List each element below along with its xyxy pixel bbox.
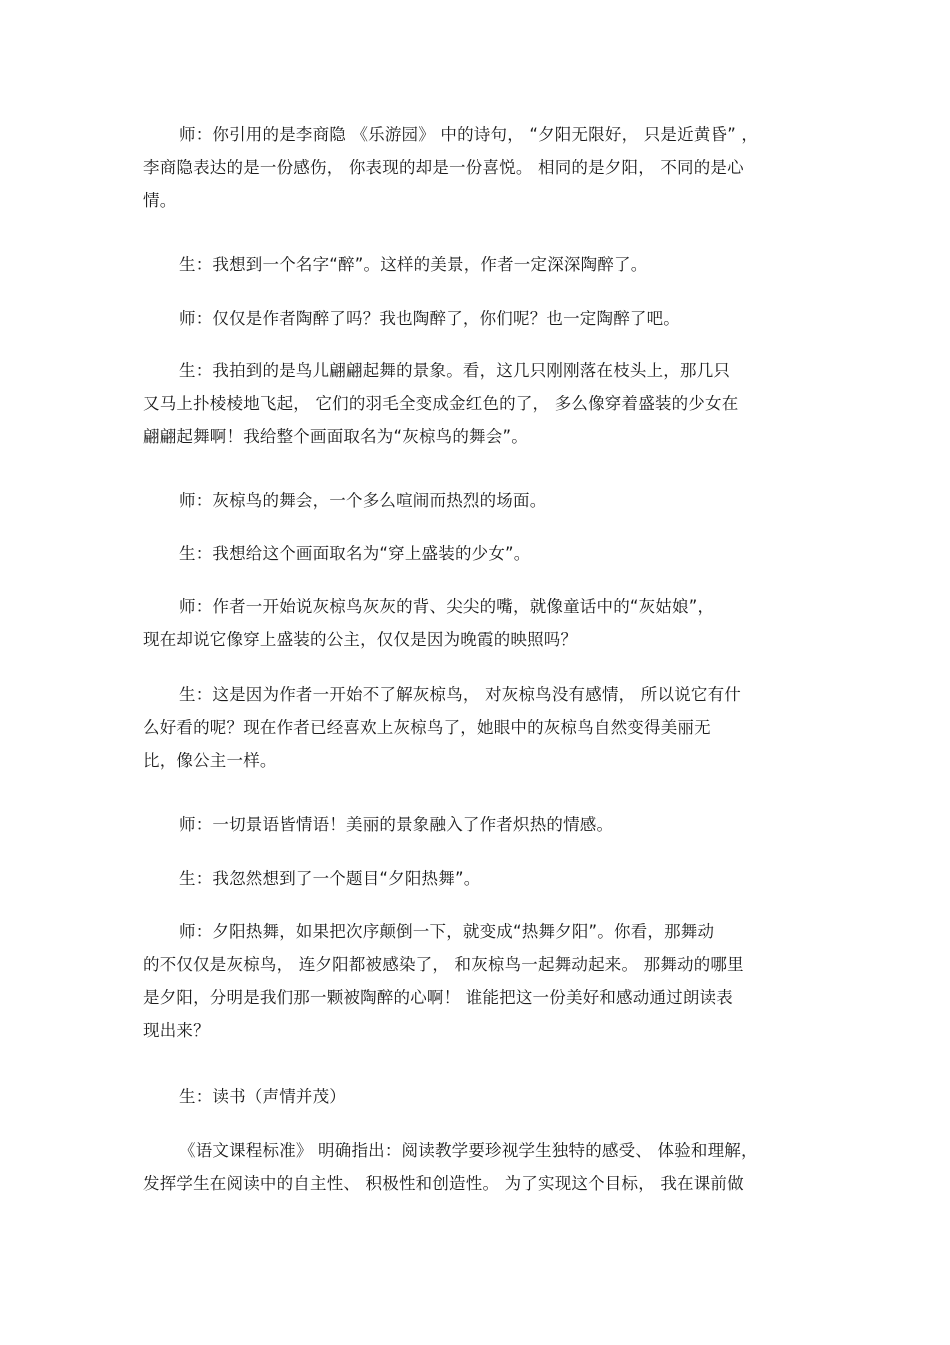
- text-line: 生：我忽然想到了一个题目“夕阳热舞”。: [179, 869, 481, 888]
- text-line: 《语文课程标准》 明确指出：阅读教学要珍视学生独特的感受、 体验和理解，: [179, 1141, 758, 1160]
- paragraph-student-reading: [143, 1080, 813, 1113]
- text-line: 师：夕阳热舞，如果把次序颠倒一下，就变成“热舞夕阳”。你看，那舞动: [179, 922, 715, 941]
- text-line: 师：作者一开始说灰椋鸟灰灰的背、尖尖的嘴，就像童话中的“灰姑娘”，: [179, 597, 715, 616]
- text-line: 现出来？: [143, 1021, 210, 1040]
- text-line: 又马上扑棱棱地飞起， 它们的羽毛全变成金红色的了， 多么像穿着盛装的少女在: [143, 394, 739, 413]
- text-line: 是夕阳，分明是我们那一颗被陶醉的心啊！ 谁能把这一份美好和感动通过朗读表: [143, 988, 733, 1007]
- text-line: 李商隐表达的是一份感伤， 你表现的却是一份喜悦。 相同的是夕阳， 不同的是心: [143, 158, 744, 177]
- paragraph-teacher-bird-ball: [143, 484, 813, 517]
- text-line: 翩翩起舞啊！我给整个画面取名为“灰椋鸟的舞会”。: [143, 427, 528, 446]
- paragraph-student-name-drunk: [143, 248, 813, 281]
- paragraph-student-sunset-dance: [143, 862, 813, 895]
- paragraph-teacher-reverse-order: [143, 915, 813, 1047]
- paragraph-curriculum-standard: [143, 1134, 813, 1200]
- text-line: 生：这是因为作者一开始不了解灰椋鸟， 对灰椋鸟没有感情， 所以说它有什: [179, 685, 741, 704]
- text-line: 发挥学生在阅读中的自主性、 积极性和创造性。 为了实现这个目标， 我在课前做: [143, 1174, 744, 1193]
- text-line: 现在却说它像穿上盛装的公主，仅仅是因为晚霞的映照吗？: [143, 630, 578, 649]
- text-line: 生：我想给这个画面取名为“穿上盛装的少女”。: [179, 544, 531, 563]
- text-line: 生：我拍到的是鸟儿翩翩起舞的景象。看，这几只刚刚落在枝头上，那几只: [179, 361, 731, 380]
- paragraph-student-dressed-girl: [143, 537, 813, 570]
- text-line: 的不仅仅是灰椋鸟， 连夕阳都被感染了， 和灰椋鸟一起舞动起来。 那舞动的哪里: [143, 955, 744, 974]
- paragraph-student-feelings: [143, 678, 813, 777]
- text-line: 生：读书（声情并茂）: [179, 1087, 346, 1106]
- text-line: 么好看的呢？现在作者已经喜欢上灰椋鸟了，她眼中的灰椋鸟自然变得美丽无: [143, 718, 711, 737]
- text-line: 师：仅仅是作者陶醉了吗？我也陶醉了，你们呢？也一定陶醉了吧。: [179, 309, 680, 328]
- text-line: 师：一切景语皆情语！美丽的景象融入了作者炽热的情感。: [179, 815, 614, 834]
- paragraph-teacher-also-drunk: [143, 302, 813, 335]
- paragraph-student-birds-dance: [143, 354, 813, 453]
- text-line: 比，像公主一样。: [143, 751, 277, 770]
- paragraph-teacher-quote-poem: [143, 118, 813, 217]
- text-line: 生：我想到一个名字“醉”。这样的美景，作者一定深深陶醉了。: [179, 255, 648, 274]
- text-line: 师：灰椋鸟的舞会，一个多么喧闹而热烈的场面。: [179, 491, 547, 510]
- text-line: 师：你引用的是李商隐 《乐游园》 中的诗句， “夕阳无限好， 只是近黄昏” ，: [179, 125, 759, 144]
- paragraph-teacher-scenery-emotion: [143, 808, 813, 841]
- paragraph-teacher-cinderella: [143, 590, 813, 656]
- text-line: 情。: [143, 191, 177, 210]
